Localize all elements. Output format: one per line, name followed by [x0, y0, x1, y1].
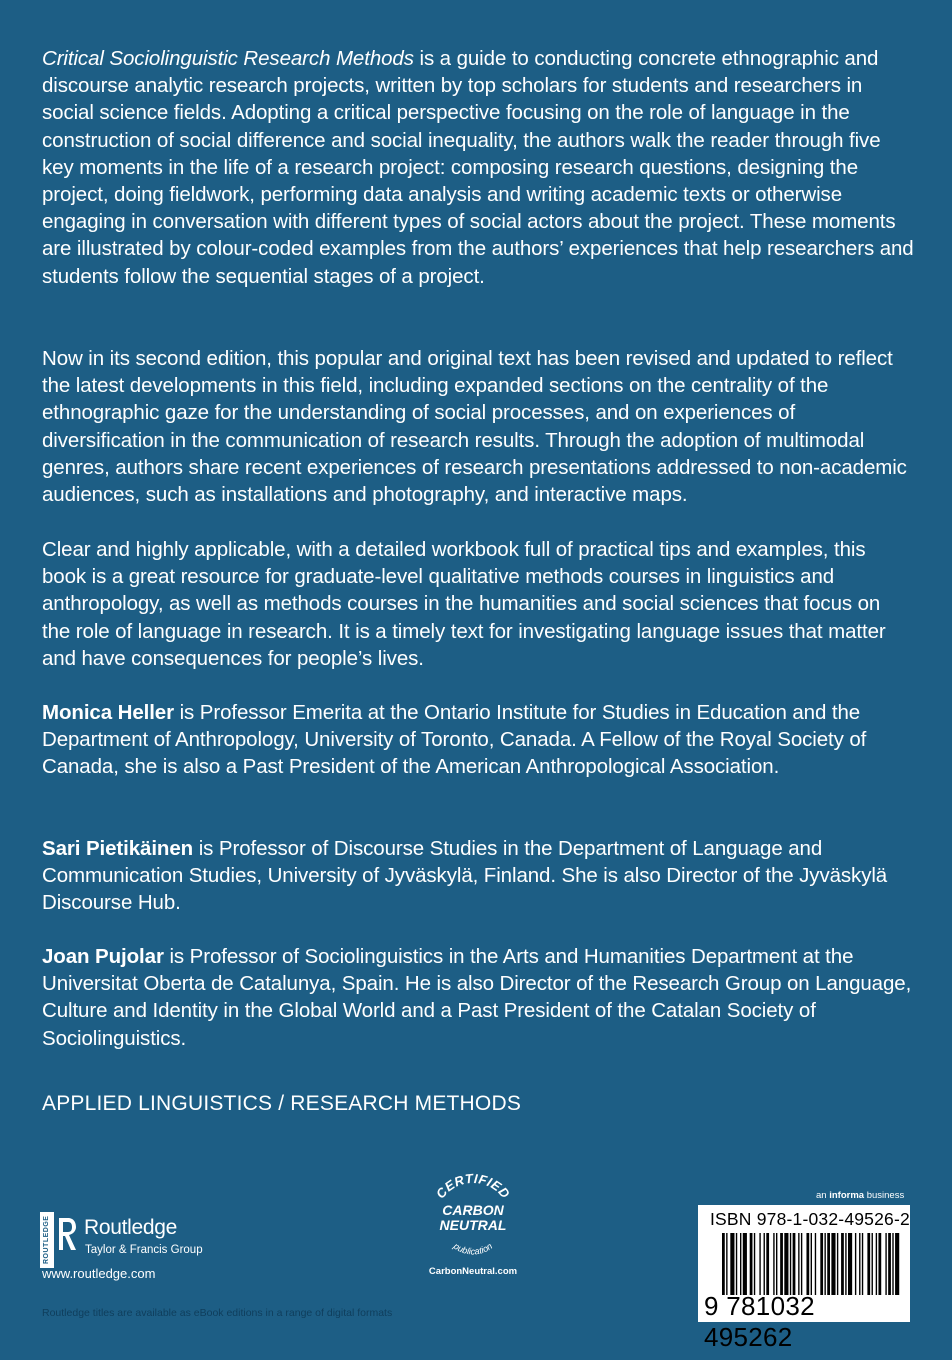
barcode-bar: [855, 1233, 856, 1295]
barcode-bar: [790, 1233, 791, 1295]
barcode-bar: [888, 1233, 891, 1295]
barcode-bar: [750, 1233, 753, 1295]
description-text: is a guide to conducting concrete ethnographic and discourse analytic research projects, written by top scholars for students and researchers in social science fields. Adopting a critical perspective focusing on the role of language in the construction of social difference and social inequality, the authors walk the reader through five key moments in the life of a research project: composing research questions, designing the project, doing fieldwork, performing data analysis and writing academic texts or otherwise engaging in conversation with different types of social actors about the project. These moments are illustrated by colour-coded examples from the authors’ experiences that help researchers and students follow the sequential stages of a project.: [42, 47, 914, 288]
barcode-digits: 9 781032 495262: [704, 1291, 815, 1352]
barcode-bar: [815, 1233, 816, 1295]
barcode-bar: [743, 1233, 747, 1295]
barcode-bar: [859, 1233, 860, 1295]
barcode-bar: [885, 1233, 886, 1295]
author-name: Sari Pietikäinen: [42, 837, 194, 860]
description-paragraph-1: [42, 45, 914, 290]
barcode-bar: [811, 1233, 812, 1295]
barcode-bar: [798, 1233, 799, 1295]
neutral-word: NEUTRAL: [439, 1217, 507, 1233]
author-bio-pietikainen: [42, 835, 914, 917]
barcode-bar: [824, 1233, 825, 1295]
barcode-bar: [801, 1233, 802, 1295]
carbon-certified-text: CERTIFIED: [432, 1170, 514, 1202]
barcode-bar: [837, 1233, 838, 1295]
book-title: Critical Sociolinguistic Research Methods: [42, 47, 414, 70]
barcode-bar: [862, 1233, 863, 1295]
barcode-bar: [730, 1233, 734, 1295]
informa-brand: informa: [829, 1190, 865, 1201]
barcode-bar: [845, 1233, 846, 1295]
svg-text:CERTIFIED: [433, 1171, 513, 1202]
svg-text:publication: [451, 1240, 494, 1256]
routledge-logo: [40, 1212, 260, 1272]
barcode-bar: [759, 1233, 760, 1295]
subject-category: APPLIED LINGUISTICS / RESEARCH METHODS: [42, 1092, 522, 1115]
barcode-bar: [872, 1233, 873, 1295]
barcode-bar: [793, 1233, 796, 1295]
barcode-bar: [892, 1233, 893, 1295]
barcode-bar: [773, 1233, 774, 1295]
informa-prefix: an: [816, 1190, 830, 1201]
barcode-bar: [764, 1233, 765, 1295]
routledge-vertical-label: ROUTLEDGE: [40, 1212, 54, 1268]
author-bio-text: is Professor of Discourse Studies in the Department of Language and Communication Studies, University of Jyväskylä, Finland. She is also Director of the Jyväskylä Discourse Hub.: [42, 837, 888, 915]
barcode-bar: [841, 1233, 844, 1295]
routledge-r-icon: [56, 1214, 78, 1254]
barcode-bar: [848, 1233, 852, 1295]
author-bio-pujolar: [42, 943, 914, 1052]
barcode-bar: [740, 1233, 741, 1295]
ebook-note: Routledge titles are available as eBook editions in a range of digital formats: [42, 1307, 393, 1319]
isbn-label: ISBN 978-1-032-49526-2: [710, 1209, 910, 1229]
barcode-bar: [736, 1233, 737, 1295]
barcode-bar: [784, 1233, 788, 1295]
barcode-bar: [726, 1233, 727, 1295]
barcode-bar: [820, 1233, 823, 1295]
publisher-group: Taylor & Francis Group: [85, 1244, 203, 1256]
carbon-word: CARBON: [442, 1202, 504, 1218]
barcode-bar: [895, 1233, 899, 1295]
publisher-name: Routledge: [84, 1216, 178, 1239]
author-bio-text: is Professor Emerita at the Ontario Institute for Studies in Education and the Department of Anthropology, University of Toronto, Canada. A Fellow of the Royal Society of Canada, she is also a Past President of the American Anthropological Association.: [42, 701, 867, 779]
barcode-bar: [876, 1233, 877, 1295]
informa-business-label: [816, 1190, 904, 1201]
barcode-bar: [806, 1233, 809, 1295]
barcode-bars-icon: [722, 1233, 902, 1295]
isbn-barcode: [698, 1205, 910, 1352]
carbon-publication-text: publication: [451, 1240, 495, 1257]
carbon-neutral-badge-icon: [418, 1170, 528, 1266]
author-name: Joan Pujolar: [42, 945, 164, 968]
barcode-bar: [878, 1233, 881, 1295]
barcode-bar: [867, 1233, 870, 1295]
description-paragraph-3: Clear and highly applicable, with a detailed workbook full of practical tips and examples, this book is a great resource for graduate-level qualitative methods courses in linguistics and anthropology, as well as methods courses in the humanities and social sciences that focus on the role of language in research. It is a timely text for investigating language issues that matter and have consequences for people’s lives.: [42, 538, 886, 670]
description-paragraph-2: Now in its second edition, this popular and original text has been revised and updated to reflect the latest developments in this field, including expanded sections on the centrality of the ethnographic gaze for the understanding of social processes, and on experiences of diversification in the communication of research results. Through the adoption of multimodal genres, authors share recent experiences of research presentations addressed to non-academic audiences, such as installations and photography, and interactive maps.: [42, 347, 907, 507]
informa-suffix: business: [864, 1190, 905, 1201]
author-bio-heller: [42, 699, 914, 781]
barcode-bar: [776, 1233, 777, 1295]
barcode-bar: [754, 1233, 755, 1295]
carbon-neutral-logo: [418, 1170, 528, 1282]
barcode-bar: [827, 1233, 830, 1295]
barcode-bar: [766, 1233, 769, 1295]
author-name: Monica Heller: [42, 701, 174, 724]
publisher-website: www.routledge.com: [42, 1266, 156, 1281]
barcode-bar: [780, 1233, 783, 1295]
author-bio-text: is Professor of Sociolinguistics in the Arts and Humanities Department at the Universitat Oberta de Catalunya, Spain. He is also Director of the Research Group on Language, Culture and Identity in the Global World and a Past President of the Catalan Society of Sociolinguistics.: [42, 945, 912, 1050]
barcode-bar: [831, 1233, 835, 1295]
carbon-neutral-url: CarbonNeutral.com: [428, 1266, 518, 1277]
barcode-bar: [722, 1233, 725, 1295]
